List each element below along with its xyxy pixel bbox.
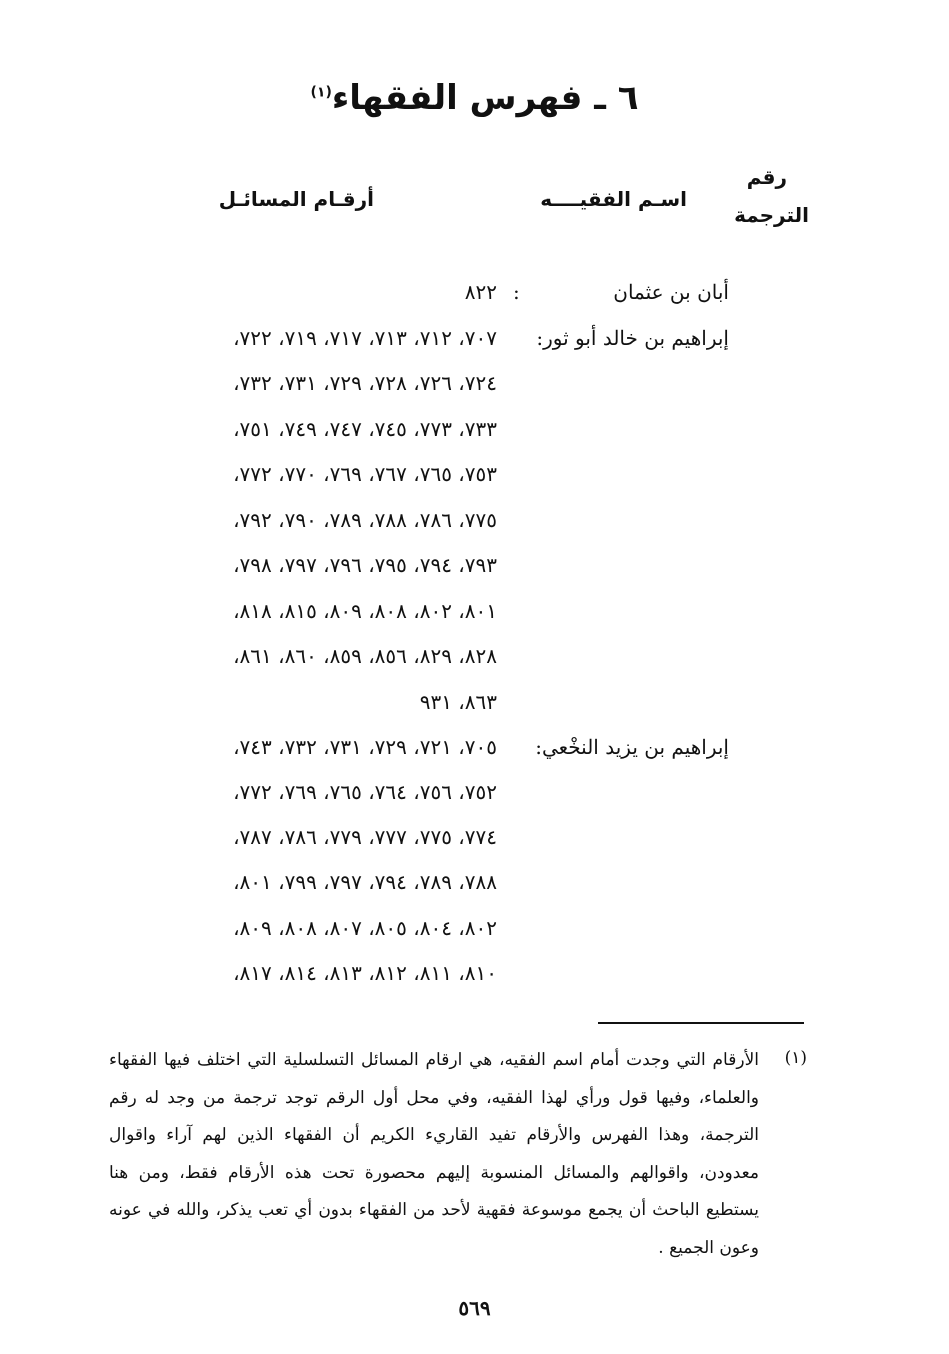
title-text: ٦ ـ فهرس الفقهاء: [331, 78, 639, 118]
header-rakm-line1: رقم: [746, 165, 787, 189]
page-title: [0, 78, 949, 118]
footnote-divider: [598, 1022, 804, 1024]
entry-numbers-line: ٧٧٥، ٧٨٦، ٧٨٨، ٧٨٩، ٧٩٠، ٧٩٢،: [233, 508, 497, 532]
title-footnote-ref: (١): [310, 84, 332, 101]
page-number: ٥٦٩: [458, 1296, 491, 1320]
entry-numbers-line: ٧٥٢، ٧٥٦، ٧٦٤، ٧٦٥، ٧٦٩، ٧٧٢،: [233, 780, 497, 804]
entry-numbers-line: ٧٥٣، ٧٦٥، ٧٦٧، ٧٦٩، ٧٧٠، ٧٧٢،: [233, 462, 497, 486]
entry-numbers-line: ٨١٠، ٨١١، ٨١٢، ٨١٣، ٨١٤، ٨١٧،: [233, 961, 497, 985]
entry-numbers-line: ٧٣٣، ٧٧٣، ٧٤٥، ٧٤٧، ٧٤٩، ٧٥١،: [233, 417, 497, 441]
entry-numbers-line: ٨٦٣، ٩٣١: [419, 690, 497, 714]
entry-numbers-line: ٧٠٧، ٧١٢، ٧١٣، ٧١٧، ٧١٩، ٧٢٢،: [233, 326, 497, 350]
footnote-text: الأرقام التي وجدت أمام اسم الفقيه، هي ارقام المسائل التسلسلية التي اختلف فيها الفقهاء والعلماء، وفيها قول ورأي لهذا الفقيه، وفي محل أول الرقم توجد ترجمة من وجد له رقم الترجمة، وهذا الفهرس والأرقام تفيد القاريء الكريم أن الفقهاء الذين لهم آراء واقوال معدودن، واقوالهم والمسائل المنسوبة إليهم محصورة تحت هذه الأرقام فقط، ومن هنا يستطيع الباحث أن يجمع موسوعة فقهية لأحد من الفقهاء بدون أي تعب يذكر، والله في عونه وعون الجميع .: [109, 1050, 759, 1258]
header-numbers-column: أرقـام المسائـل: [218, 187, 374, 211]
entry-name: إبراهيم بن يزيد النخْعي:: [535, 735, 729, 759]
entry-numbers-line: ٨٠٢، ٨٠٤، ٨٠٥، ٨٠٧، ٨٠٨، ٨٠٩،: [233, 916, 497, 940]
entry-numbers-line: ٧٢٤، ٧٢٦، ٧٢٨، ٧٢٩، ٧٣١، ٧٣٢،: [233, 371, 497, 395]
entry-name: إبراهيم بن خالد أبو ثور:: [536, 326, 729, 350]
entry-numbers-line: ٧٧٤، ٧٧٥، ٧٧٧، ٧٧٩، ٧٨٦، ٧٨٧،: [233, 825, 497, 849]
entry-numbers-line: ٧٨٨، ٧٨٩، ٧٩٤، ٧٩٧، ٧٩٩، ٨٠١،: [233, 870, 497, 894]
entry-name: أبان بن عثمان: [613, 280, 729, 304]
entry-numbers-line: ٨٠١، ٨٠٢، ٨٠٨، ٨٠٩، ٨١٥، ٨١٨،: [233, 599, 497, 623]
entry-numbers-line: ٧٩٣، ٧٩٤، ٧٩٥، ٧٩٦، ٧٩٧، ٧٩٨،: [233, 553, 497, 577]
entry-numbers-line: ٨٢٢: [464, 280, 497, 304]
entry-numbers-line: ٨٢٨، ٨٢٩، ٨٥٦، ٨٥٩، ٨٦٠، ٨٦١،: [233, 644, 497, 668]
entry-numbers-line: ٧٠٥، ٧٢١، ٧٢٩، ٧٣١، ٧٣٢، ٧٤٣،: [233, 735, 497, 759]
entry-colon: :: [513, 280, 520, 304]
header-name-column: اسـم الفقيــــه: [540, 187, 687, 211]
footnote-marker: (١): [784, 1048, 807, 1068]
header-rakm-line2: الترجمة: [734, 203, 809, 227]
